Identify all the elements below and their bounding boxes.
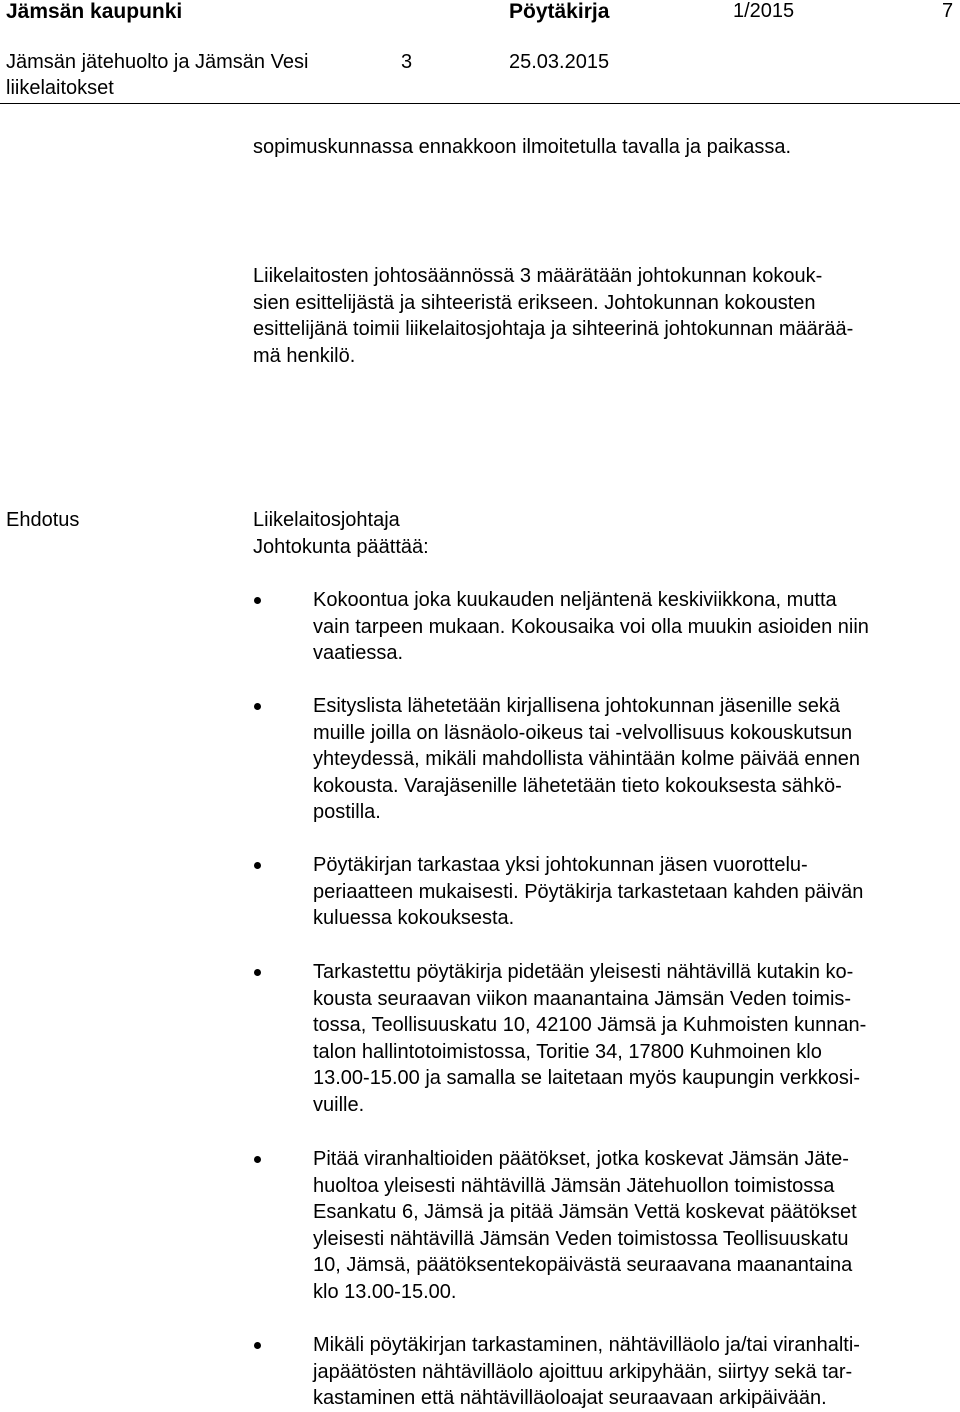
text-line: kastaminen että nähtävilläoloajat seuraavaan arkipäivään. [313, 1387, 827, 1409]
text-line: talon hallintotoimistossa, Toritie 34, 17800 Kuhmoinen klo [313, 1040, 822, 1063]
text-line: Esankatu 6, Jämsä ja pitää Jämsän Vettä koskevat päätökset [313, 1201, 857, 1223]
issuing-body-line2: liikelaitokset [6, 77, 114, 99]
text-line: tossa, Teollisuuskatu 10, 42100 Jämsä ja Kuhmoisten kunnan- [313, 1014, 867, 1036]
text-line: kousta seuraavan viikon maanantaina Jämsän Veden toimis- [313, 987, 852, 1010]
section-number: 3 [401, 51, 413, 73]
proposal-presenter: Liikelaitosjohtaja [253, 509, 400, 531]
proposal-label: Ehdotus [6, 509, 80, 531]
text-line: Kokoontua joka kuukauden neljäntenä keskiviikkona, mutta [313, 589, 837, 611]
bullet-icon [254, 969, 261, 976]
text-line: japäätösten nähtävilläolo ajoittuu arkipyhään, siirtyy sekä tar- [313, 1360, 853, 1383]
document-type: Pöytäkirja [509, 0, 610, 23]
rules-paragraph [253, 263, 958, 369]
text-line: 13.00-15.00 ja samalla se laitetaan myös kaupungin verkkosi- [313, 1067, 860, 1089]
text-line: Pitää viranhaltioiden päätökset, jotka koskevat Jämsän Jäte- [313, 1148, 849, 1170]
text-line: klo 13.00-15.00. [313, 1280, 457, 1303]
text-line: yhteydessä, mikäli mahdollista vähintään kolme päivää ennen [313, 748, 860, 770]
organization-name: Jämsän kaupunki [6, 0, 183, 23]
bullet-icon [254, 1156, 261, 1163]
bullet-icon [254, 1342, 261, 1349]
text-line: muille joilla on läsnäolo-oikeus tai -velvollisuus kokouskutsun [313, 721, 853, 744]
intro-paragraph [253, 134, 958, 161]
text-line: Mikäli pöytäkirjan tarkastaminen, nähtävilläolo ja/tai viranhalti- [313, 1334, 860, 1356]
text-line: mä henkilö. [253, 344, 356, 367]
text-line: esittelijänä toimii liikelaitosjohtaja ja sihteerinä johtokunnan määrää- [253, 318, 854, 340]
text-line: Liikelaitosten johtosäännössä 3 määrätään johtokunnan kokouk- [253, 265, 823, 287]
text-line: sien esittelijästä ja sihteeristä erikseen. Johtokunnan kokousten [253, 291, 816, 314]
meeting-date: 25.03.2015 [509, 51, 610, 73]
bullet-icon [254, 862, 261, 869]
text-line: vain tarpeen mukaan. Kokousaika voi olla muukin asioiden niin [313, 615, 869, 638]
document-number: 1/2015 [733, 0, 795, 22]
text-line: postilla. [313, 801, 381, 823]
bullet-icon [254, 597, 261, 604]
text-line: huoltoa yleisesti nähtävillä Jämsän Jätehuollon toimistossa [313, 1174, 835, 1197]
text-line: yleisesti nähtävillä Jämsän Veden toimistossa Teollisuuskatu [313, 1227, 849, 1250]
text-line: Esityslista lähetetään kirjallisena johtokunnan jäsenille sekä [313, 695, 840, 717]
text-line: periaatteen mukaisesti. Pöytäkirja tarkastetaan kahden päivän [313, 880, 864, 903]
issuing-body-line1: Jämsän jätehuolto ja Jämsän Vesi [6, 51, 309, 73]
text-line: vaatiessa. [313, 642, 404, 664]
text-line: kuluessa kokouksesta. [313, 907, 515, 929]
page-number: 7 [942, 0, 954, 22]
text-line: 10, Jämsä, päätöksentekopäivästä seuraavana maanantaina [313, 1254, 853, 1276]
decision-intro: Johtokunta päättää: [253, 536, 429, 558]
text-line: vuille. [313, 1093, 365, 1116]
header-divider [0, 103, 960, 104]
bullet-icon [254, 703, 261, 710]
text-line: sopimuskunnassa ennakkoon ilmoitetulla tavalla ja paikassa. [253, 136, 792, 158]
text-line: kokousta. Varajäsenille lähetetään tieto kokouksesta sähkö- [313, 774, 842, 797]
text-line: Pöytäkirjan tarkastaa yksi johtokunnan jäsen vuorottelu- [313, 854, 808, 876]
text-line: Tarkastettu pöytäkirja pidetään yleisesti nähtävillä kutakin ko- [313, 961, 854, 983]
